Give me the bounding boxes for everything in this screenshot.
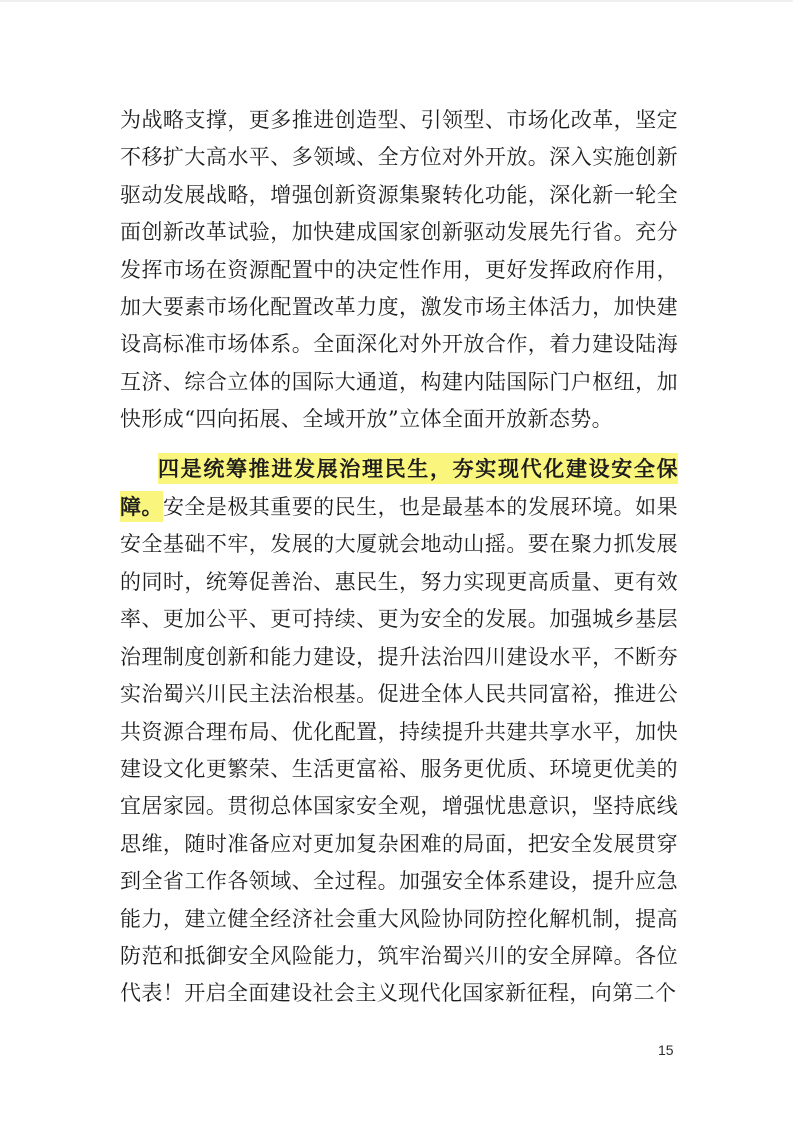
page-number: 15 [658, 1042, 674, 1058]
body-text: 为战略支撑，更多推进创造型、引领型、市场化改革，坚定不移扩大高水平、多领域、全方位对外开放。深入实施创新驱动发展战略，增强创新资源集聚转化功能，深化新一轮全面创新改革试验，加快建成国家创新驱动发展先行省。充分发挥市场在资源配置中的决定性作用，更好发挥政府作用，加大要素市场化配置改革力度，激发市场主体活力，加快建设高标准市场体系。全面深化对外开放合作，着力建设陆海互济、综合立体的国际大通道，构建内陆国际门户枢纽，加快形成“四向拓展、全域开放”立体全面开放新态势。 [120, 108, 678, 432]
body-text: 安全是极其重要的民生，也是最基本的发展环境。如果安全基础不牢，发展的大厦就会地动山摇。要在聚力抓发展的同时，统筹促善治、惠民生，努力实现更高质量、更有效率、更加公平、更可持续、更为安全的发展。加强城乡基层治理制度创新和能力建设，提升法治四川建设水平，不断夯实治蜀兴川民主法治根基。促进全体人民共同富裕，推进公共资源合理布局、优化配置，持续提升共建共享水平，加快建设文化更繁荣、生活更富裕、服务更优质、环境更优美的宜居家园。贯彻总体国家安全观，增强忧患意识，坚持底线思维，随时准备应对更加复杂困难的局面，把安全发展贯穿到全省工作各领域、全过程。加强安全体系建设，提升应急能力，建立健全经济社会重大风险协同防控化解机制，提高防范和抵御安全风险能力，筑牢治蜀兴川的安全屏障。各位代表！开启全面建设社会主义现代化国家新征程，向第二个 [120, 495, 678, 1006]
paragraph-continuation [120, 102, 678, 439]
highlighted-heading-text: 四是统筹推进发展治理民生，夯实现代化建设安全保障。 [120, 453, 678, 522]
paragraph-section-four [120, 450, 678, 1013]
document-text-block [120, 102, 678, 1013]
